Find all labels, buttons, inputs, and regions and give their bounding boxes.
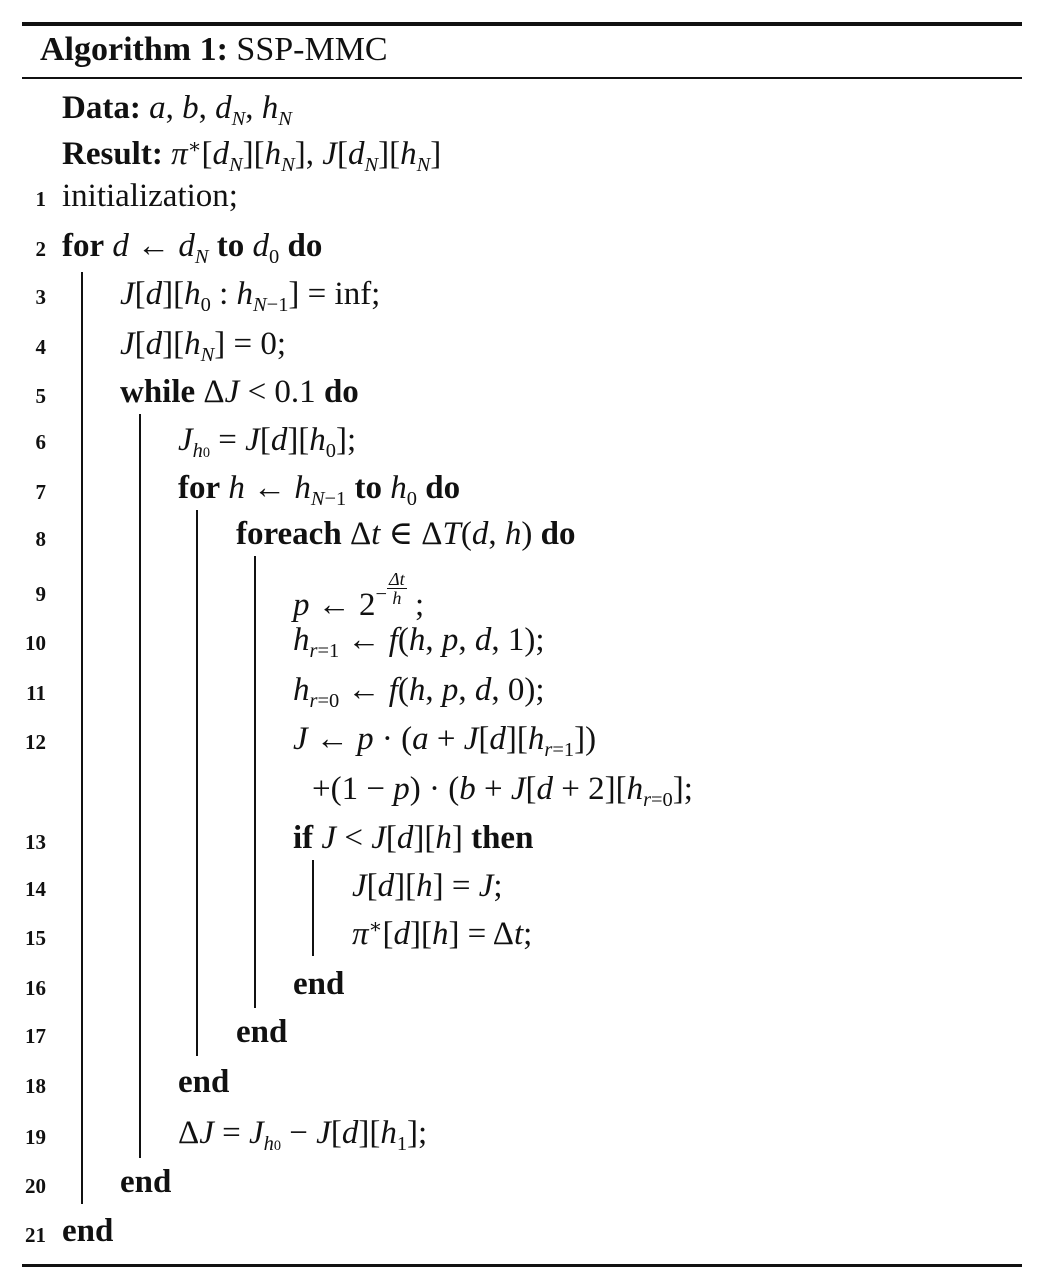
code-line-14: J[d][h] = J; [352, 868, 503, 904]
keyword-do: do [540, 516, 576, 552]
line-number: 10 [25, 631, 46, 655]
block-bar-foreach [254, 556, 256, 1008]
line-number: 14 [25, 877, 46, 901]
keyword-for: for [62, 228, 105, 264]
line-number: 21 [25, 1223, 46, 1247]
code-line-10: $h_{r=1}$ ← f(h, p, d, 1); [293, 622, 545, 663]
keyword-do: do [287, 228, 323, 264]
code-line-20: end [120, 1164, 172, 1200]
line-number: 1 [35, 187, 46, 211]
title-rule [22, 77, 1022, 79]
code-line-11: $h_{r=0}$ ← f(h, p, d, 0); [293, 672, 545, 713]
code-line-5: while ΔJ < 0.1 do [120, 374, 359, 410]
code-line-12: J ← $p \cdot (a + J[d][h_{r=1}])$ [293, 721, 597, 762]
code-line-12-cont: $+(1 - p) \cdot (b + J[d + 2][h_{r=0}]$; [312, 771, 693, 812]
block-bar-while [139, 414, 141, 1158]
line-number: 16 [25, 976, 46, 1000]
code-line-18: end [178, 1064, 230, 1100]
algorithm-label: Algorithm 1: [40, 31, 228, 68]
block-bar-if [312, 860, 314, 956]
algorithm-title [40, 30, 388, 70]
keyword-then: then [471, 820, 534, 856]
code-line-8: foreach Δt ∈ ΔT(d, h) do [236, 516, 576, 552]
data-line: Data: a, b, $d_N$, $h_N$ [62, 90, 292, 131]
code-line-17: end [236, 1014, 288, 1050]
code-line-3: $J[d][h_0$ : $h_{N-1}$] = inf; [120, 276, 381, 317]
code-line-16: end [293, 966, 345, 1002]
code-line-4: $J[d][h_N] = 0$; [120, 326, 287, 367]
line-number: 9 [35, 582, 46, 606]
line-number: 15 [25, 926, 46, 950]
line-number: 6 [35, 430, 46, 454]
algorithm-name: SSP-MMC [236, 31, 388, 68]
keyword-to: to [354, 470, 383, 506]
line-number: 8 [35, 527, 46, 551]
bottom-rule [22, 1264, 1022, 1267]
line-number: 5 [35, 384, 46, 408]
result-line: Result: $\pi^∗[d_N][h_N]$, $J[d_N][h_N]$ [62, 135, 442, 177]
code-line-2: for d ← $d_N$ to $d_0$ do [62, 228, 323, 269]
top-rule [22, 22, 1022, 26]
line-number: 3 [35, 285, 46, 309]
line-number: 20 [25, 1174, 46, 1198]
code-line-19: $\Delta J = J_{h0} - J[d][h_1]$; [178, 1115, 428, 1156]
data-label: Data: [62, 90, 141, 126]
code-line-7: for h ← $h_{N-1}$ to $h_0$ do [178, 470, 461, 511]
keyword-while: while [120, 374, 196, 410]
keyword-do: do [323, 374, 359, 410]
line-number: 19 [25, 1125, 46, 1149]
line-number: 18 [25, 1074, 46, 1098]
code-line-13: if J < J[d][h] then [293, 820, 534, 856]
line-number: 11 [26, 681, 46, 705]
keyword-do: do [425, 470, 461, 506]
code-line-9: p ← 2− $\frac{\Delta t}{h}$ ; [293, 569, 425, 624]
line-number: 7 [35, 480, 46, 504]
line-number: 13 [25, 830, 46, 854]
code-line-21: end [62, 1213, 114, 1249]
line-number: 12 [25, 730, 46, 754]
keyword-for: for [178, 470, 221, 506]
block-bar-for-h [196, 510, 198, 1056]
keyword-if: if [293, 820, 314, 856]
result-label: Result: [62, 136, 163, 172]
line-number: 17 [25, 1024, 46, 1048]
keyword-to: to [216, 228, 245, 264]
code-line-15: π∗[d][h] = Δt; [352, 915, 533, 952]
block-bar-for-d [81, 272, 83, 1204]
code-line-1: initialization; [62, 178, 238, 214]
line-number: 4 [35, 335, 46, 359]
keyword-foreach: foreach [236, 516, 342, 552]
code-line-6: $J_{h0} = J[d][h_0]$; [178, 422, 357, 463]
line-number: 2 [35, 237, 46, 261]
